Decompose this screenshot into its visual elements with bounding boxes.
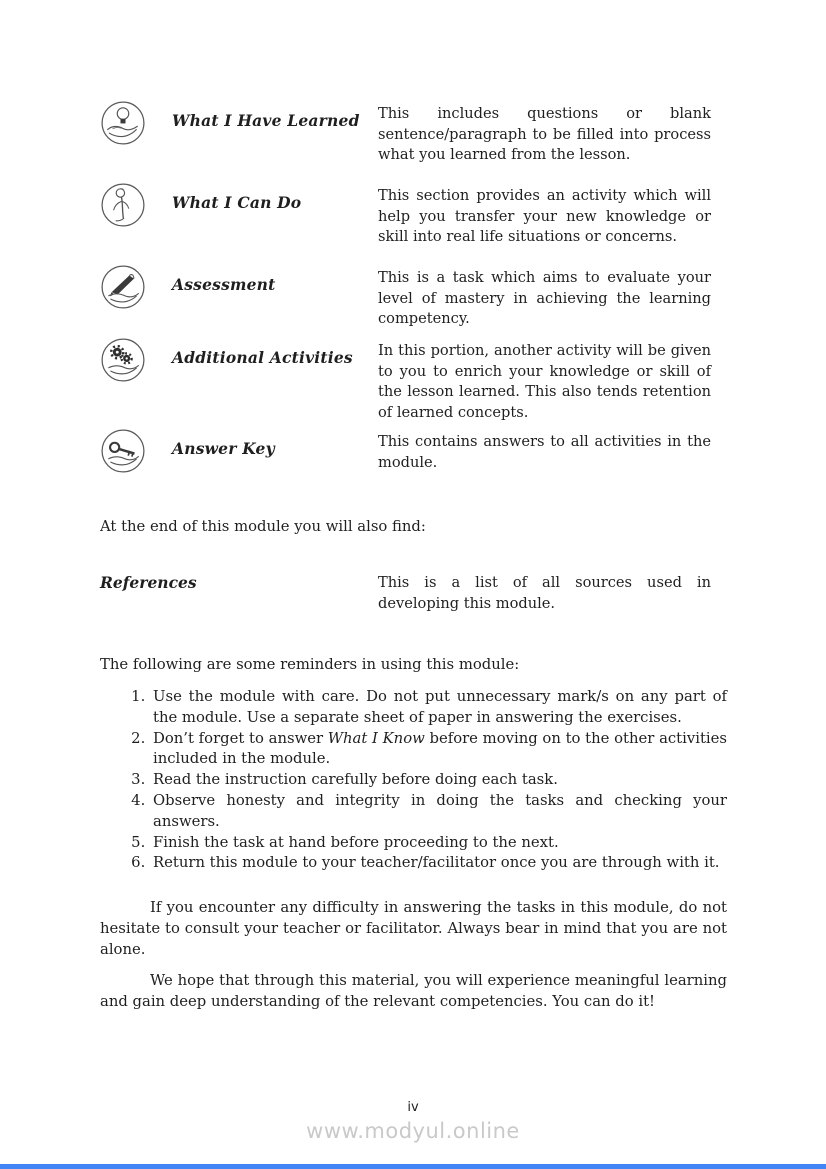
legend-label: Additional Activities — [172, 348, 353, 367]
reminder-item: 2. Don’t forget to answer What I Know before moving on to the other activities included in the module. — [150, 729, 727, 771]
legend-row-assessment — [100, 268, 711, 330]
closing-paragraph-2: We hope that through this material, you will experience meaningful learning and gain deep understanding of the relevant competencies. You can do it! — [100, 972, 727, 1010]
person-icon — [100, 182, 172, 228]
legend-label: What I Have Learned — [172, 111, 360, 130]
legend-label: Answer Key — [172, 439, 275, 458]
reminder-item: 4. Observe honesty and integrity in doing the tasks and checking your answers. — [150, 791, 727, 833]
legend-row-what-i-have-learned — [100, 104, 711, 166]
watermark-url: www.modyul.online — [306, 1119, 520, 1143]
references-row — [100, 573, 711, 614]
legend-description: In this portion, another activity will be given to you to enrich your knowledge or skill of the lesson learned. This also tends retention of learned concepts. — [378, 342, 711, 422]
bottom-accent-bar — [0, 1164, 826, 1169]
legend-description: This contains answers to all activities in the module. — [378, 433, 711, 471]
legend-label: Assessment — [172, 275, 276, 294]
closing-paragraph-1: If you encounter any difficulty in answering the tasks in this module, do not hesitate to consult your teacher or facilitator. Always bear in mind that you are not alone. — [100, 899, 727, 958]
what-i-know-italic: What I Know — [327, 729, 425, 747]
hand-key-icon — [100, 428, 172, 474]
references-label: References — [100, 573, 197, 592]
hand-gears-icon — [100, 337, 172, 383]
hand-lightbulb-icon — [100, 100, 172, 146]
references-description: This is a list of all sources used in developing this module. — [378, 574, 711, 612]
reminders-list — [100, 687, 727, 874]
reminder-item: 5. Finish the task at hand before proceeding to the next. — [150, 833, 727, 854]
legend-row-answer-key — [100, 432, 711, 474]
reminder-item: 3. Read the instruction carefully before doing each task. — [150, 770, 727, 791]
legend-description: This is a task which aims to evaluate your level of mastery in achieving the learning competency. — [378, 269, 711, 328]
page-number: iv — [407, 1100, 419, 1115]
hand-pen-icon — [100, 264, 172, 310]
end-note: At the end of this module you will also find: — [100, 518, 426, 535]
reminders-intro: The following are some reminders in using this module: — [100, 656, 520, 673]
legend-description: This includes questions or blank sentence/paragraph to be filled into process what you learned from the lesson. — [378, 105, 711, 164]
reminder-item: 1. Use the module with care. Do not put unnecessary mark/s on any part of the module. Use a separate sheet of paper in answering the exercises. — [150, 687, 727, 729]
legend-row-what-i-can-do — [100, 186, 711, 248]
legend-description: This section provides an activity which will help you transfer your new knowledge or skill into real life situations or concerns. — [378, 187, 711, 246]
legend-row-additional-activities — [100, 341, 711, 424]
reminder-item: 6. Return this module to your teacher/facilitator once you are through with it. — [150, 853, 727, 874]
legend-label: What I Can Do — [172, 193, 302, 212]
